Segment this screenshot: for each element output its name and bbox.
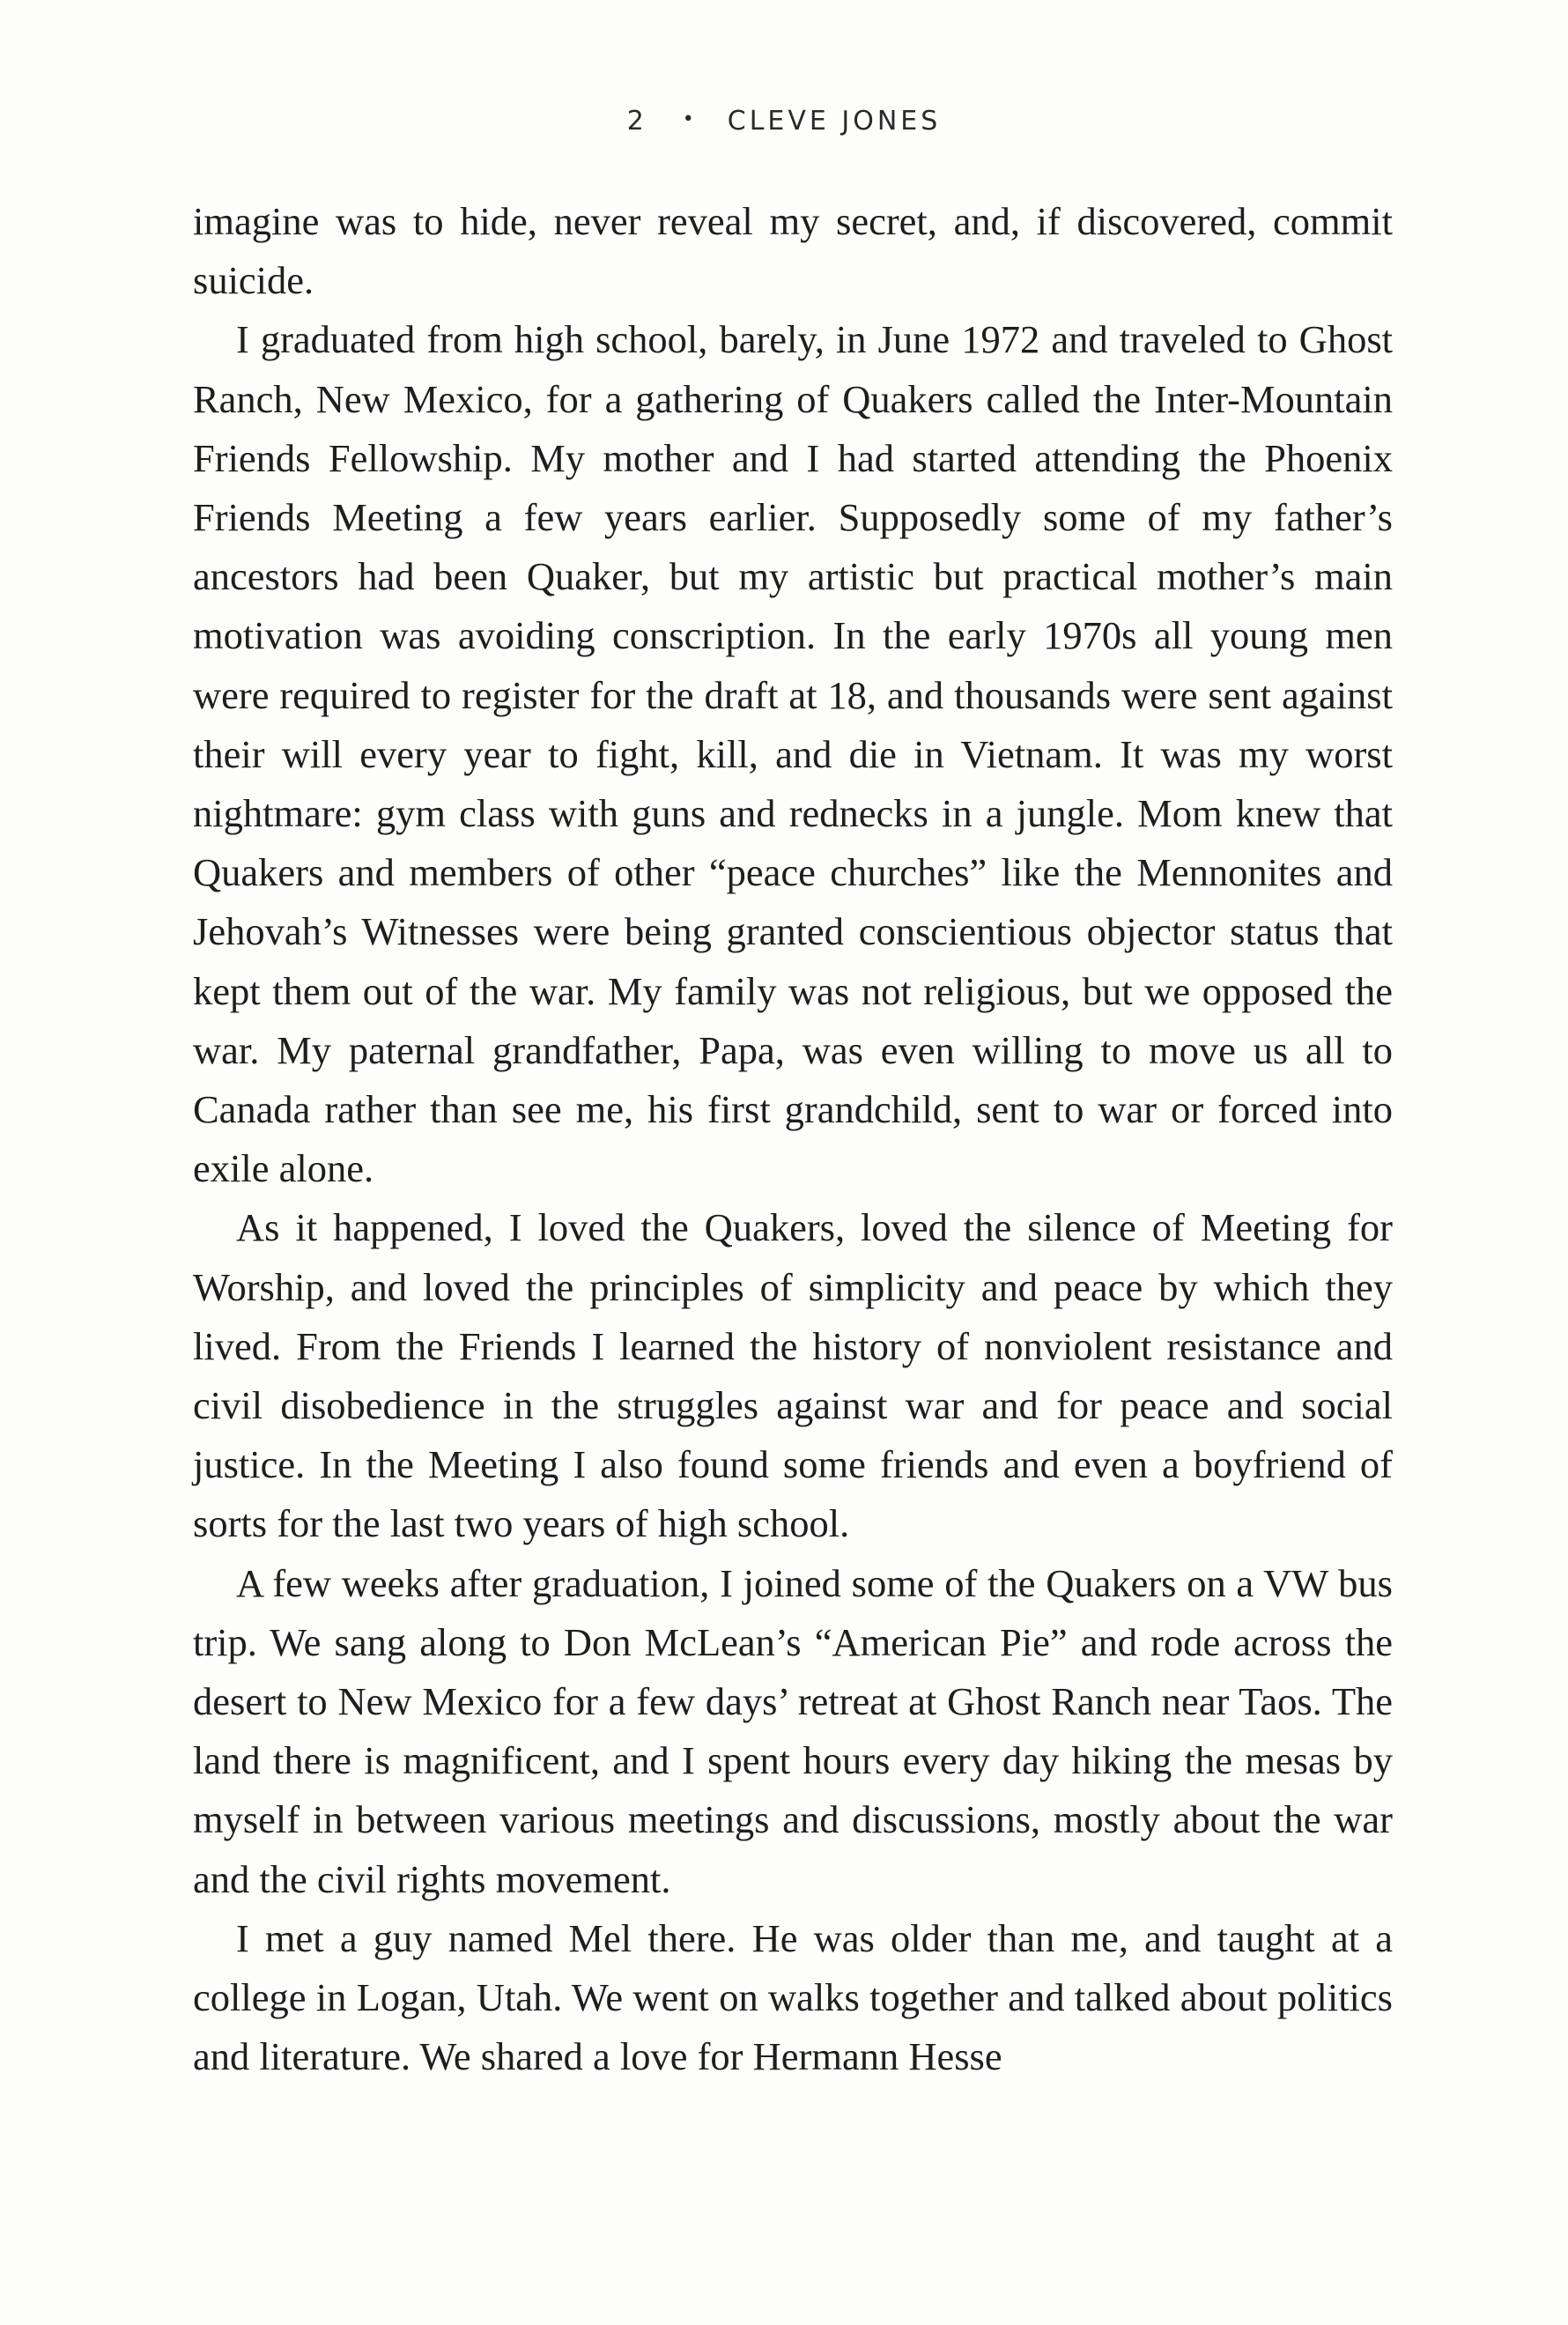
- running-head: [0, 106, 1568, 137]
- paragraph: I graduated from high school, barely, in June 1972 and traveled to Ghost Ranch, New Mexico, for a gathering of Quakers called the Inter-Mountain Friends Fellowship. My mother and I had started attending the Phoenix Friends Meeting a few years earlier. Supposedly some of my father’s ancestors had been Quaker, but my artistic but practical mother’s main motivation was avoiding conscription. In the early 1970s all young men were required to register for the draft at 18, and thousands were sent against their will every year to fight, kill, and die in Vietnam. It was my worst nightmare: gym class with guns and rednecks in a jungle. Mom knew that Quakers and members of other “peace churches” like the Mennonites and Jehovah’s Witnesses were being granted conscientious objector status that kept them out of the war. My family was not religious, but we opposed the war. My paternal grandfather, Papa, was even willing to move us all to Canada rather than see me, his first grandchild, sent to war or forced into exile alone.: [193, 317, 1393, 1191]
- page-number: 2: [626, 106, 647, 137]
- separator-bullet: •: [682, 108, 698, 130]
- paragraph: As it happened, I loved the Quakers, loved the silence of Meeting for Worship, and loved the principles of simplicity and peace by which they lived. From the Friends I learned the history of nonviolent resistance and civil disobedience in the struggles against war and for peace and social justice. In the Meeting I also found some friends and even a boyfriend of sorts for the last two years of high school.: [193, 1205, 1393, 1546]
- author-name: CLEVE JONES: [727, 106, 942, 137]
- paragraph: I met a guy named Mel there. He was older than me, and taught at a college in Logan, Utah. We went on walks together and talked about politics and literature. We shared a love for Hermann Hesse: [193, 1915, 1393, 2079]
- body-text: [193, 192, 1393, 2087]
- paragraph: A few weeks after graduation, I joined some of the Quakers on a VW bus trip. We sang along to Don McLean’s “American Pie” and rode across the desert to New Mexico for a few days’ retreat at Ghost Ranch near Taos. The land there is magnificent, and I spent hours every day hiking the mesas by myself in between various meetings and discussions, mostly about the war and the civil rights movement.: [193, 1560, 1393, 1901]
- paragraph-continued: imagine was to hide, never reveal my secret, and, if discovered, commit suicide.: [193, 199, 1393, 303]
